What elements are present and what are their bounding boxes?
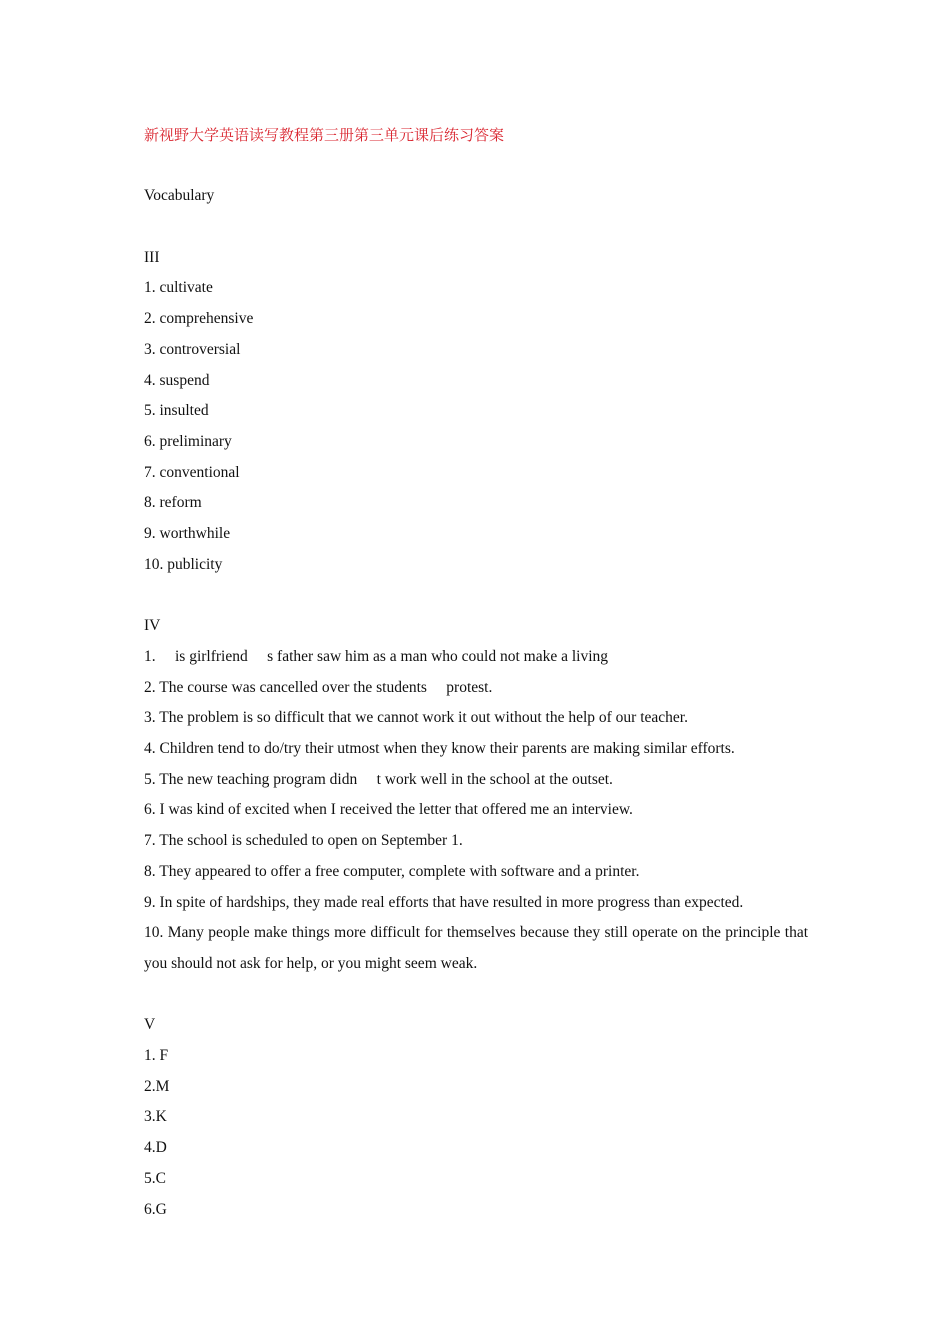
section-v-item: 2.M xyxy=(144,1077,170,1095)
section-iv-item: 7. The school is scheduled to open on September 1. xyxy=(144,832,463,850)
section-v-item: 1. F xyxy=(144,1047,169,1065)
section-iv-item: 10. Many people make things more difficult for themselves because they still operate on the principle that you should not ask for help, or you might seem weak. xyxy=(144,924,808,972)
section-iv-item: 1. is girlfriend s father saw him as a man who could not make a living xyxy=(144,647,609,665)
section-iii-item: 6. preliminary xyxy=(144,433,232,450)
section-iii-heading: III xyxy=(144,248,160,266)
section-iii-item: 1. cultivate xyxy=(144,279,213,297)
section-iv-item: 5. The new teaching program didn t work well in the school at the outset. xyxy=(144,770,613,788)
section-iii-item: 7. conventional xyxy=(144,463,240,481)
section-v-item: 3.K xyxy=(144,1108,167,1126)
section-v-item: 4.D xyxy=(144,1139,167,1157)
section-iii-item: 4. suspend xyxy=(144,371,210,389)
section-v-heading: V xyxy=(144,1016,156,1034)
section-iii-item: 8. reform xyxy=(144,494,202,512)
document-title: 新视野大学英语读写教程第三册第三单元课后练习答案 xyxy=(144,126,505,144)
section-iii-item: 2. comprehensive xyxy=(144,310,254,328)
section-iv-item: 6. I was kind of excited when I received the letter that offered me an interview. xyxy=(144,801,633,819)
section-iii-item: 3. controversial xyxy=(144,340,241,358)
section-iv-item: 3. The problem is so difficult that we cannot work it out without the help of our teacher. xyxy=(144,709,688,727)
spacer xyxy=(144,581,808,612)
section-iv-heading: IV xyxy=(144,617,161,635)
spacer xyxy=(144,980,808,1011)
section-iii-item: 10. publicity xyxy=(144,555,223,573)
section-iii-item: 9. worthwhile xyxy=(144,525,231,543)
section-iv-item: 8. They appeared to offer a free computer, complete with software and a printer. xyxy=(144,862,640,880)
section-iv-item: 2. The course was cancelled over the students protest. xyxy=(144,678,493,696)
section-iv-item: 4. Children tend to do/try their utmost when they know their parents are making similar efforts. xyxy=(144,740,735,758)
section-v-item: 5.C xyxy=(144,1169,166,1187)
section-iv-item: 9. In spite of hardships, they made real efforts that have resulted in more progress than expected. xyxy=(144,893,744,911)
spacer xyxy=(144,212,808,243)
spacer xyxy=(144,151,808,182)
vocabulary-heading: Vocabulary xyxy=(144,187,215,205)
section-v-item: 6.G xyxy=(144,1200,167,1218)
document-content xyxy=(144,120,808,1225)
section-iii-item: 5. insulted xyxy=(144,402,209,420)
